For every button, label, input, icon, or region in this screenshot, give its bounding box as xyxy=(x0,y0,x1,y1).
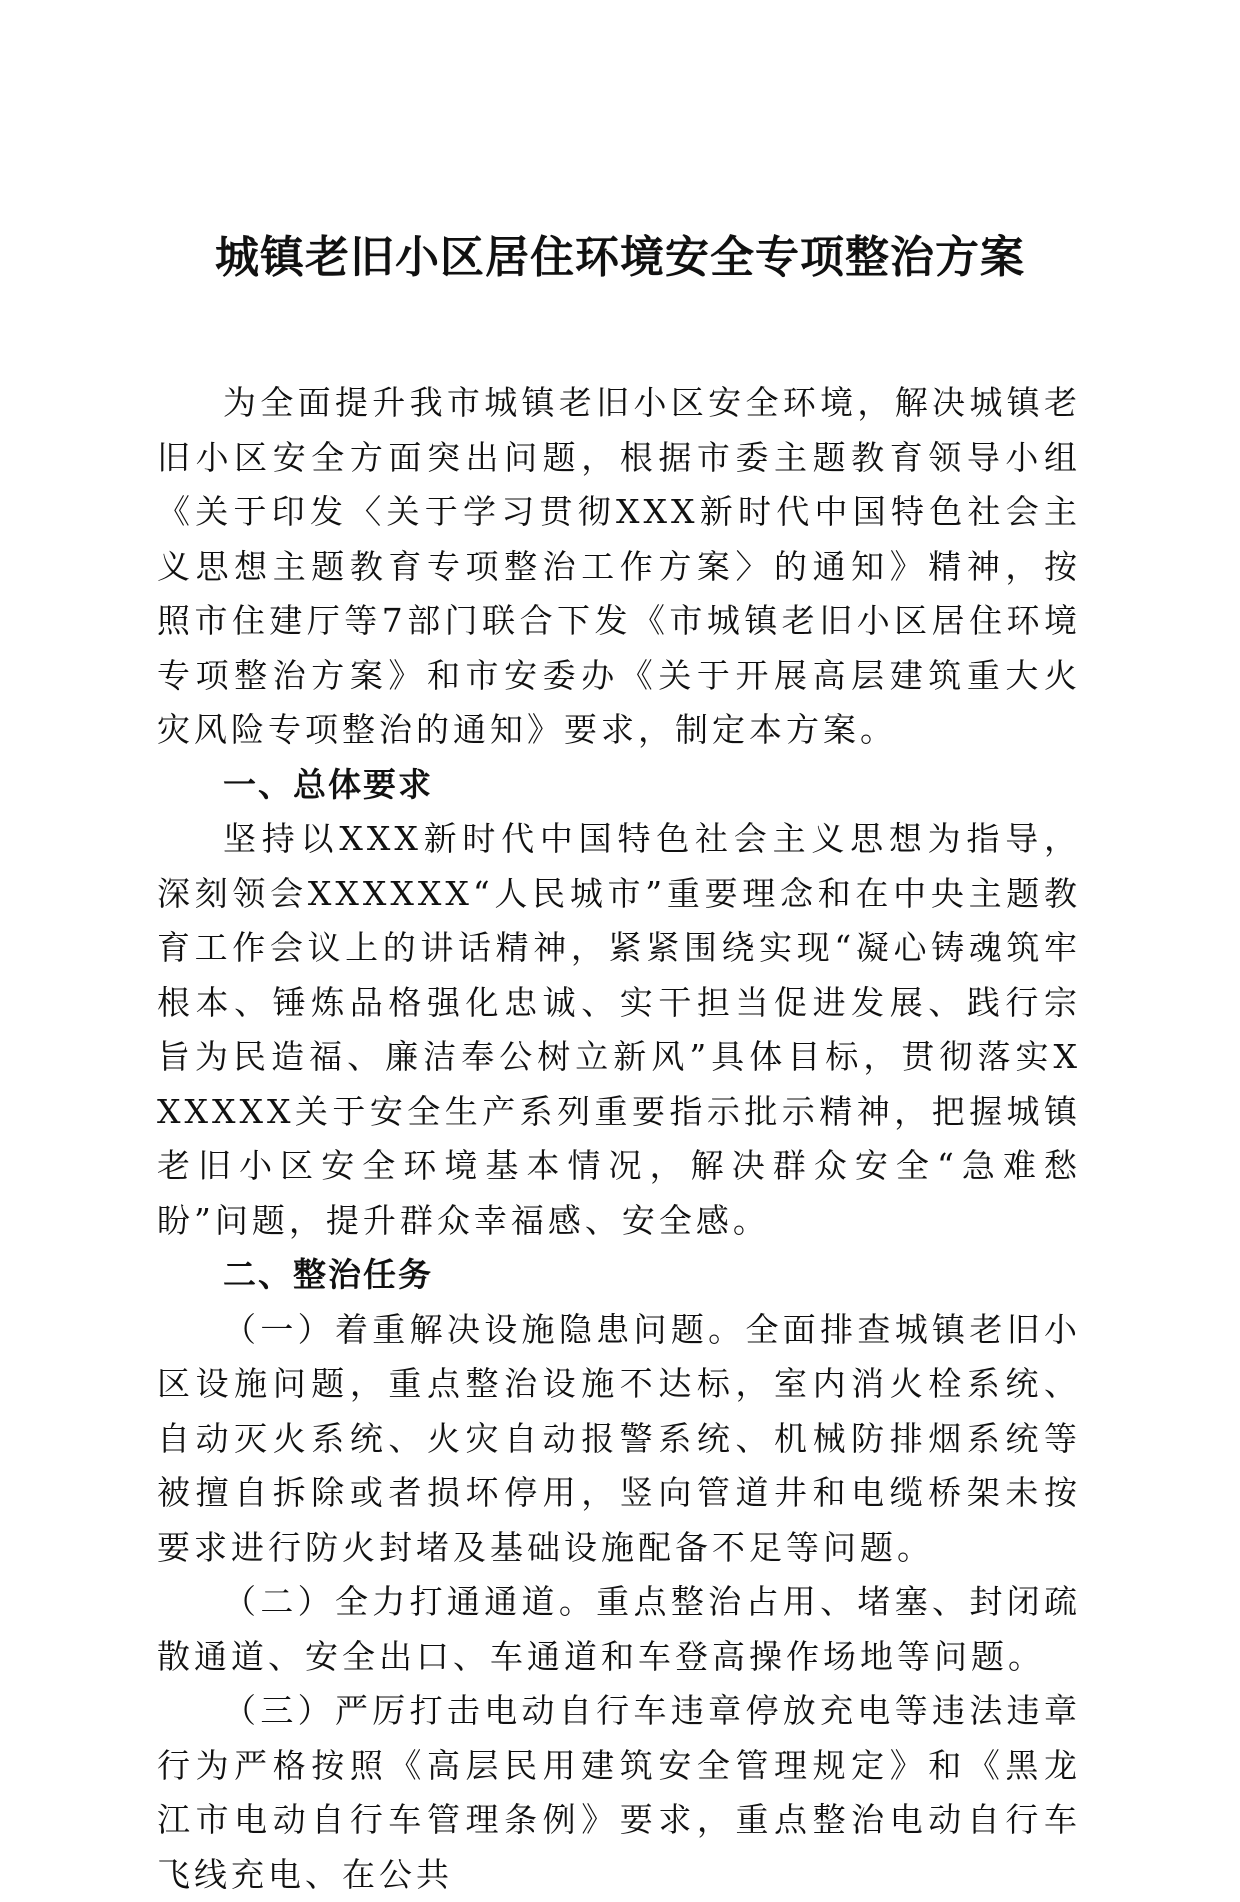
task-1-paragraph: （一）着重解决设施隐患问题。全面排查城镇老旧小区设施问题，重点整治设施不达标，室内消火栓系统、自动灭火系统、火灾自动报警系统、机械防排烟系统等被擅自拆除或者损坏停用，竖向管道井和电缆桥架未按要求进行防火封堵及基础设施配备不足等问题。 xyxy=(157,1309,1081,1567)
task-2-paragraph: （二）全力打通通道。重点整治占用、堵塞、封闭疏散通道、安全出口、车通道和车登高操作场地等问题。 xyxy=(157,1582,1081,1676)
document-body xyxy=(157,376,1081,1902)
intro-paragraph: 为全面提升我市城镇老旧小区安全环境，解决城镇老旧小区安全方面突出问题，根据市委主题教育领导小组《关于印发〈关于学习贯彻XXX新时代中国特色社会主义思想主题教育专项整治工作方案〉的通知》精神，按照市住建厅等7部门联合下发《市城镇老旧小区居住环境专项整治方案》和市安委办《关于开展高层建筑重大火灾风险专项整治的通知》要求，制定本方案。 xyxy=(157,383,1081,749)
document-title: 城镇老旧小区居住环境安全专项整治方案 xyxy=(215,232,1025,283)
section-heading-general-requirements: 一、总体要求 xyxy=(223,764,433,804)
task-3-paragraph: （三）严厉打击电动自行车违章停放充电等违法违章行为严格按照《高层民用建筑安全管理规定》和《黑龙江市电动自行车管理条例》要求，重点整治电动自行车飞线充电、在公共 xyxy=(157,1691,1081,1894)
section-heading-remediation-tasks: 二、整治任务 xyxy=(223,1255,433,1294)
general-requirements-paragraph: 坚持以XXX新时代中国特色社会主义思想为指导，深刻领会XXXXXX“人民城市”重要理念和在中央主题教育工作会议上的讲话精神，紧紧围绕实现“凝心铸魂筑牢根本、锤炼品格强化忠诚、实干担当促进发展、践行宗旨为民造福、廉洁奉公树立新风”具体目标，贯彻落实XXXXXX关于安全生产系列重要指示批示精神，把握城镇老旧小区安全环境基本情况，解决群众安全“急难愁盼”问题，提升群众幸福感、安全感。 xyxy=(157,819,1081,1240)
